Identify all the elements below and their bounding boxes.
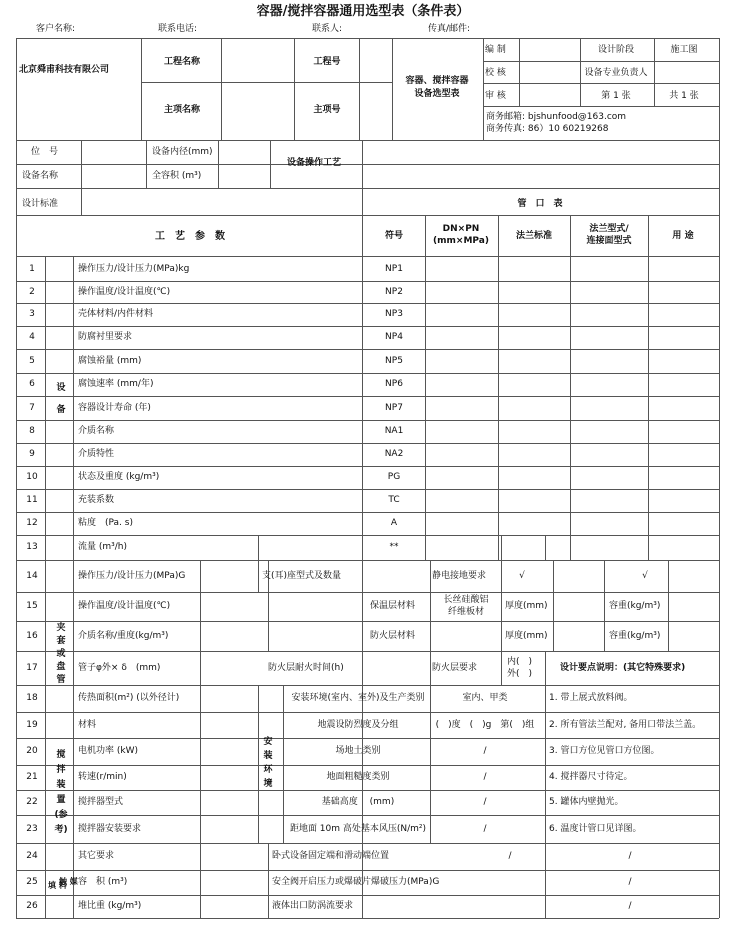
row-number: 12 bbox=[26, 518, 38, 528]
row-label: 粘度 (Pa. s) bbox=[78, 518, 133, 528]
grid-hline bbox=[16, 281, 719, 282]
contact-label: 联系人: bbox=[312, 24, 343, 34]
row-label: 容 积 (m³) bbox=[78, 877, 128, 887]
grid-hline bbox=[483, 106, 719, 107]
row-label: 管子φ外× δ (mm) bbox=[78, 663, 161, 673]
install-env-value: / bbox=[483, 797, 487, 807]
nozzle-symbol: PG bbox=[387, 472, 401, 482]
nozzle-symbol: A bbox=[390, 518, 398, 528]
grid-hline bbox=[16, 843, 719, 844]
grounding-check-2: √ bbox=[642, 571, 648, 581]
grid-hline bbox=[16, 38, 719, 39]
jacket-group-label: 盘 bbox=[56, 661, 66, 672]
item-no-label: 主项号 bbox=[313, 105, 341, 115]
nozzle-symbol: TC bbox=[388, 495, 400, 505]
nozzle-symbol: NP7 bbox=[385, 403, 403, 413]
nozzle-symbol: NP4 bbox=[385, 332, 403, 342]
fireproof-time-label: 防火层耐火时间(h) bbox=[268, 663, 344, 673]
grid-hline bbox=[16, 685, 719, 686]
row-label: 搅拌器型式 bbox=[78, 797, 124, 807]
phone-label: 联系电话: bbox=[158, 24, 198, 34]
nozzle-symbol: NP2 bbox=[385, 287, 403, 297]
row-number: 17 bbox=[26, 663, 38, 673]
review-label: 审 核 bbox=[485, 91, 506, 101]
grid-vline bbox=[200, 843, 201, 918]
grid-vline bbox=[545, 651, 546, 685]
nozzle-symbol: NP5 bbox=[385, 356, 403, 366]
design-stage-label: 设计阶段 bbox=[597, 45, 635, 55]
row-number: 21 bbox=[26, 772, 38, 782]
support-type-label: 支(耳)座型式及数量 bbox=[262, 571, 342, 581]
row-number: 13 bbox=[26, 542, 38, 552]
customer-label: 客户名称: bbox=[36, 24, 76, 34]
row-number: 7 bbox=[29, 403, 35, 413]
row-number: 6 bbox=[29, 379, 35, 389]
row-number: 23 bbox=[26, 824, 38, 834]
row-number: 15 bbox=[26, 601, 38, 611]
insulation-material-label: 保温层材料 bbox=[370, 601, 416, 611]
grid-hline bbox=[141, 82, 392, 83]
row-label: 容器设计寿命 (年) bbox=[78, 403, 151, 413]
row-label: 操作压力/设计压力(MPa)G bbox=[78, 571, 186, 581]
install-env-label: 基础高度 (mm) bbox=[321, 797, 395, 807]
flange-standard-header: 法兰标准 bbox=[515, 231, 553, 241]
grid-vline bbox=[258, 535, 259, 592]
agitator-group-label: 考) bbox=[54, 825, 68, 835]
row-label: 搅拌器安装要求 bbox=[78, 824, 142, 834]
flange-type-header-2: 连接面型式 bbox=[586, 236, 632, 246]
grid-hline bbox=[16, 535, 719, 536]
usage-header: 用 途 bbox=[672, 231, 694, 241]
grid-vline bbox=[545, 843, 546, 918]
grid-hline bbox=[16, 443, 719, 444]
install-env-label: 距地面 10m 高处基本风压(N/m²) bbox=[289, 824, 427, 834]
row-number: 25 bbox=[26, 877, 38, 887]
grid-hline bbox=[16, 349, 719, 350]
grid-hline bbox=[16, 489, 719, 490]
grid-vline bbox=[294, 38, 295, 140]
agitator-group-label: 拌 bbox=[56, 765, 66, 775]
row-number: 8 bbox=[29, 426, 35, 436]
grid-vline bbox=[501, 535, 502, 560]
design-note: 3. 管口方位见管口方位图。 bbox=[549, 746, 660, 756]
grid-vline bbox=[270, 140, 271, 188]
grid-hline bbox=[16, 512, 719, 513]
grid-vline bbox=[218, 140, 219, 188]
fireproof-req-label: 防火层要求 bbox=[432, 663, 478, 673]
nozzle-table-title: 管 口 表 bbox=[517, 199, 563, 209]
grid-vline bbox=[221, 38, 222, 140]
install-env-value: / bbox=[483, 772, 487, 782]
company-name: 北京舜甫科技有限公司 bbox=[19, 65, 110, 75]
jacket-group-label: 夹 bbox=[56, 622, 66, 633]
row-label: 转速(r/min) bbox=[78, 772, 127, 782]
grid-vline bbox=[483, 38, 484, 140]
install-env-value: / bbox=[483, 746, 487, 756]
row-label: 防腐衬里要求 bbox=[78, 332, 133, 342]
nozzle-dnpn-header-2: (mm×MPa) bbox=[433, 236, 489, 246]
grid-vline bbox=[200, 685, 201, 843]
grounding-label: 静电接地要求 bbox=[432, 571, 487, 581]
grid-hline bbox=[16, 815, 719, 816]
row-number: 26 bbox=[26, 901, 38, 911]
row-label: 传热面积(m²) (以外径计) bbox=[78, 693, 180, 703]
operation-process-label: 设备操作工艺 bbox=[286, 158, 342, 168]
grounding-check-1: √ bbox=[519, 571, 525, 581]
jacket-group-label: 或 bbox=[56, 648, 66, 659]
row-label: 其它要求 bbox=[78, 851, 115, 861]
grid-hline bbox=[16, 420, 719, 421]
grid-vline bbox=[498, 215, 499, 560]
check-label: 校 核 bbox=[485, 68, 506, 78]
horizontal-fixed-end-value-2: / bbox=[628, 851, 632, 861]
install-env-value: 室内、甲类 bbox=[462, 693, 508, 703]
grid-vline bbox=[654, 38, 655, 106]
grid-vline bbox=[283, 685, 284, 843]
agitator-group-label: 置 bbox=[56, 795, 66, 805]
fireproof-material-label: 防火层材料 bbox=[370, 631, 416, 641]
row-number: 5 bbox=[29, 356, 35, 366]
install-env-label: 地面粗糙度类别 bbox=[326, 772, 390, 782]
insulation-thickness-label: 厚度(mm) bbox=[505, 601, 548, 611]
install-env-group-label: 境 bbox=[263, 779, 273, 789]
grid-hline bbox=[16, 326, 719, 327]
grid-vline bbox=[200, 560, 201, 685]
nozzle-dnpn-header-1: DN×PN bbox=[442, 224, 480, 234]
install-env-group-label: 安 bbox=[263, 737, 273, 747]
agitator-group-label: (参 bbox=[54, 810, 68, 820]
vortex-req-label: 液体出口防涡流要求 bbox=[272, 901, 354, 911]
grid-vline bbox=[668, 560, 669, 651]
grid-vline bbox=[430, 685, 431, 843]
row-label: 腐蚀速率 (mm/年) bbox=[78, 379, 154, 389]
grid-hline bbox=[16, 918, 719, 919]
row-label: 腐蚀裕量 (mm) bbox=[78, 356, 142, 366]
grid-hline bbox=[16, 592, 719, 593]
nozzle-symbol: NA1 bbox=[384, 426, 404, 436]
install-env-group-label: 装 bbox=[263, 751, 273, 761]
business-fax: 商务传真: 86）10 60219268 bbox=[486, 124, 609, 134]
insulation-density-label: 容重(kg/m³) bbox=[609, 601, 661, 611]
row-label: 操作压力/设计压力(MPa)kg bbox=[78, 264, 190, 274]
row-number: 19 bbox=[26, 720, 38, 730]
grid-vline bbox=[580, 38, 581, 106]
item-name-label: 主项名称 bbox=[163, 105, 201, 115]
fireproof-thickness-label: 厚度(mm) bbox=[505, 631, 548, 641]
grid-vline bbox=[545, 685, 546, 843]
grid-vline bbox=[430, 560, 431, 685]
grid-hline bbox=[16, 651, 719, 652]
design-standard-label: 设计标准 bbox=[22, 199, 59, 209]
grid-vline bbox=[141, 38, 142, 140]
grid-hline bbox=[16, 373, 719, 374]
row-number: 24 bbox=[26, 851, 38, 861]
total-volume-label: 全容积 (m³) bbox=[152, 171, 202, 181]
grid-vline bbox=[359, 38, 360, 140]
grid-vline bbox=[570, 215, 571, 560]
grid-vline bbox=[501, 651, 502, 685]
jacket-group-label: 管 bbox=[56, 674, 66, 685]
agitator-group-label: 搅 bbox=[56, 750, 66, 760]
grid-hline bbox=[16, 870, 719, 871]
row-number: 20 bbox=[26, 746, 38, 756]
grid-hline bbox=[16, 466, 719, 467]
nozzle-symbol: NP6 bbox=[385, 379, 403, 389]
equipment-group-label: 备 bbox=[56, 405, 66, 415]
page-title: 容器/搅拌容器通用选型表（条件表） bbox=[256, 4, 470, 19]
grid-hline bbox=[16, 303, 719, 304]
grid-hline bbox=[16, 188, 719, 189]
row-number: 22 bbox=[26, 797, 38, 807]
grid-hline bbox=[16, 738, 719, 739]
equipment-name-label: 设备名称 bbox=[22, 171, 59, 181]
install-env-group-label: 环 bbox=[263, 765, 273, 775]
grid-hline bbox=[16, 164, 719, 165]
row-number: 14 bbox=[26, 571, 38, 581]
fireproof-density-label: 容重(kg/m³) bbox=[609, 631, 661, 641]
nozzle-symbol: NA2 bbox=[384, 449, 404, 459]
specialist-label: 设备专业负责人 bbox=[584, 68, 648, 78]
row-label: 材料 bbox=[78, 720, 97, 730]
grid-vline bbox=[519, 38, 520, 106]
horizontal-fixed-end-value-1: / bbox=[508, 851, 512, 861]
row-number: 4 bbox=[29, 332, 35, 342]
insulation-material-value-2: 纤维板材 bbox=[447, 607, 485, 617]
row-label: 操作温度/设计温度(℃) bbox=[78, 601, 171, 611]
grid-vline bbox=[501, 560, 502, 651]
grid-hline bbox=[16, 712, 719, 713]
sheet-total: 共 1 张 bbox=[669, 91, 699, 101]
install-env-value: / bbox=[483, 824, 487, 834]
compile-label: 编 制 bbox=[485, 45, 506, 55]
grid-vline bbox=[553, 560, 554, 651]
design-note: 5. 罐体内壁抛光。 bbox=[549, 797, 624, 807]
grid-vline bbox=[648, 215, 649, 560]
row-number: 16 bbox=[26, 631, 38, 641]
grid-hline bbox=[16, 560, 719, 561]
grid-hline bbox=[16, 215, 719, 216]
safety-valve-pressure-label: 安全阀开启压力或爆破片爆破压力(MPa)G bbox=[272, 877, 440, 887]
nozzle-symbol-header: 符号 bbox=[384, 231, 404, 241]
process-params-header: 工 艺 参 数 bbox=[155, 231, 225, 242]
design-note: 4. 搅拌器尺寸待定。 bbox=[549, 772, 633, 782]
grid-hline bbox=[16, 256, 719, 257]
grid-hline bbox=[16, 621, 719, 622]
row-number: 1 bbox=[29, 264, 35, 274]
row-number: 11 bbox=[26, 495, 38, 505]
install-env-value: ( )度 ( )g 第( )组 bbox=[435, 720, 535, 730]
filler-group-label: 填 料 bbox=[48, 881, 67, 890]
row-number: 3 bbox=[29, 309, 35, 319]
row-number: 9 bbox=[29, 449, 35, 459]
business-email: 商务邮箱: bjshunfood@163.com bbox=[486, 112, 627, 122]
install-env-label: 安装环境(室内、室外)及生产类别 bbox=[291, 693, 425, 703]
grid-hline bbox=[16, 895, 719, 896]
row-label: 介质特性 bbox=[78, 449, 115, 459]
jacket-group-label: 套 bbox=[56, 635, 66, 646]
row-label: 流量 (m³/h) bbox=[78, 542, 127, 552]
install-env-label: 地震设防烈度及分组 bbox=[317, 720, 399, 730]
design-note: 1. 带上展式放料阀。 bbox=[549, 693, 633, 703]
row-label: 壳体材料/内件材料 bbox=[78, 309, 154, 319]
grid-vline bbox=[604, 560, 605, 651]
fireproof-outer: 外( ) bbox=[507, 669, 533, 679]
design-notes-title: 设计要点说明：(其它特殊要求) bbox=[560, 663, 686, 673]
sheet-no: 第 1 张 bbox=[601, 91, 631, 101]
nozzle-symbol: NP3 bbox=[385, 309, 403, 319]
project-name-label: 工程名称 bbox=[163, 57, 201, 67]
design-stage-value: 施工图 bbox=[670, 45, 698, 55]
doc-title-2: 设备选型表 bbox=[414, 89, 460, 99]
agitator-group-label: 装 bbox=[56, 780, 66, 790]
grid-vline bbox=[392, 38, 393, 140]
grid-vline bbox=[268, 843, 269, 918]
grid-vline bbox=[719, 38, 720, 918]
design-note: 6. 温度计管口见详图。 bbox=[549, 824, 642, 834]
row-number: 18 bbox=[26, 693, 38, 703]
row-label: 操作温度/设计温度(℃) bbox=[78, 287, 171, 297]
position-no-label: 位 号 bbox=[31, 147, 59, 157]
equipment-group-label: 设 bbox=[56, 383, 66, 393]
grid-vline bbox=[545, 535, 546, 560]
grid-vline bbox=[425, 215, 426, 560]
nozzle-symbol: NP1 bbox=[385, 264, 403, 274]
grid-hline bbox=[16, 396, 719, 397]
row-label: 充装系数 bbox=[78, 495, 115, 505]
row-label: 状态及重度 (kg/m³) bbox=[78, 472, 160, 482]
row-number: 2 bbox=[29, 287, 35, 297]
catalyst-group-label: 触 媒 bbox=[59, 877, 78, 886]
grid-hline bbox=[16, 765, 719, 766]
grid-hline bbox=[16, 140, 719, 141]
row-label: 电机功率 (kW) bbox=[78, 746, 138, 756]
nozzle-symbol: ** bbox=[389, 542, 399, 552]
grid-vline bbox=[146, 140, 147, 188]
grid-vline bbox=[258, 685, 259, 843]
row-label: 介质名称 bbox=[78, 426, 115, 436]
fireproof-inner: 内( ) bbox=[507, 657, 533, 667]
vortex-req-value: / bbox=[628, 901, 632, 911]
safety-valve-pressure-value: / bbox=[628, 877, 632, 887]
doc-title-1: 容器、搅拌容器 bbox=[405, 76, 469, 86]
row-number: 10 bbox=[26, 472, 38, 482]
fax-email-label: 传真/邮件: bbox=[428, 24, 471, 34]
grid-vline bbox=[16, 38, 17, 918]
inner-diameter-label: 设备内径(mm) bbox=[152, 147, 213, 157]
grid-vline bbox=[73, 256, 74, 918]
grid-vline bbox=[81, 140, 82, 215]
design-note: 2. 所有管法兰配对, 备用口带法兰盖。 bbox=[549, 720, 702, 730]
row-label: 堆比重 (kg/m³) bbox=[78, 901, 142, 911]
insulation-material-value-1: 长丝硅酸铝 bbox=[443, 595, 489, 605]
row-label: 介质名称/重度(kg/m³) bbox=[78, 631, 169, 641]
grid-vline bbox=[45, 256, 46, 918]
horizontal-fixed-end-label: 卧式设备固定端和滑动端位置 bbox=[272, 851, 390, 861]
flange-type-header-1: 法兰型式/ bbox=[589, 224, 629, 234]
grid-hline bbox=[16, 790, 719, 791]
project-no-label: 工程号 bbox=[313, 57, 341, 67]
install-env-label: 场地土类别 bbox=[335, 746, 381, 756]
